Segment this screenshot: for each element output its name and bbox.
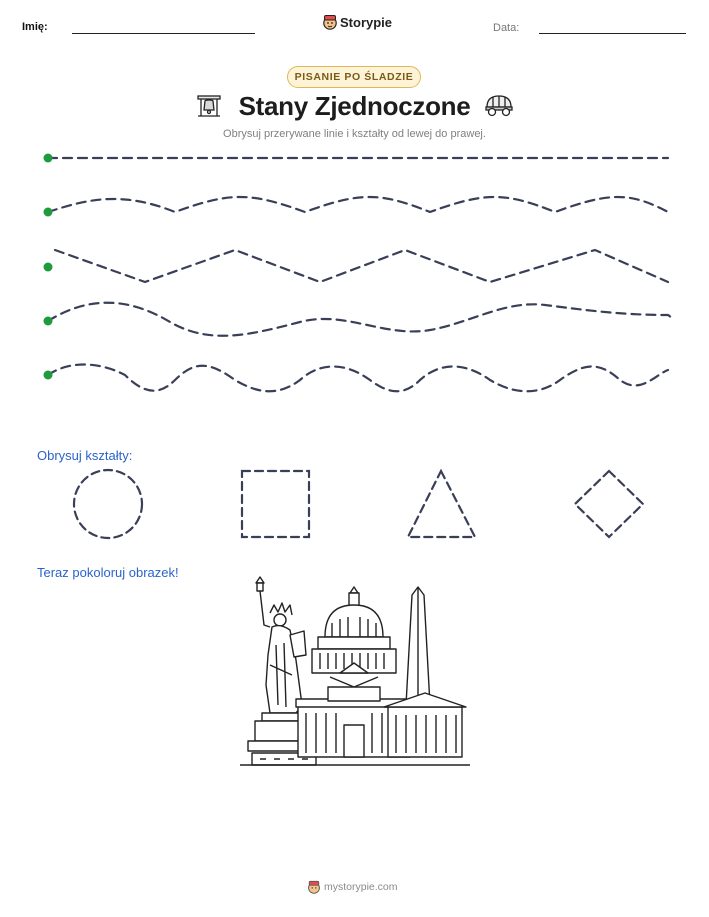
footer-site[interactable]: mystorypie.com bbox=[324, 881, 398, 893]
instructions: Obrysuj przerywane linie i kształty od lewej do prawej. bbox=[223, 128, 486, 140]
start-dot bbox=[44, 317, 53, 326]
usa-landmarks-coloring-picture[interactable] bbox=[240, 575, 470, 770]
name-field-line[interactable] bbox=[72, 33, 255, 34]
government-building bbox=[384, 693, 466, 757]
storypie-mascot-icon bbox=[322, 14, 338, 30]
dashed-circle[interactable] bbox=[74, 470, 142, 538]
tracing-line-bumpy-wave[interactable] bbox=[48, 364, 668, 391]
tracing-lines-area bbox=[0, 140, 709, 400]
shapes-area bbox=[0, 465, 709, 545]
date-label: Data: bbox=[493, 22, 520, 34]
brand-logo bbox=[322, 13, 402, 33]
covered-wagon-icon bbox=[484, 93, 514, 117]
dashed-triangle[interactable] bbox=[408, 471, 475, 537]
start-dot bbox=[44, 154, 53, 163]
page-title: Stany Zjednoczone bbox=[238, 91, 471, 121]
storypie-mascot-icon bbox=[307, 880, 321, 894]
tracing-line-gentle-wave[interactable] bbox=[48, 197, 668, 212]
start-dot bbox=[44, 263, 53, 272]
name-label: Imię: bbox=[22, 21, 48, 33]
date-field-line[interactable] bbox=[539, 33, 686, 34]
brand-name: Storypie bbox=[340, 15, 393, 30]
dashed-diamond[interactable] bbox=[575, 471, 643, 537]
coloring-section-label: Teraz pokoloruj obrazek! bbox=[37, 565, 179, 580]
washington-monument bbox=[406, 587, 430, 705]
tracing-line-zigzag[interactable] bbox=[55, 250, 668, 282]
activity-badge: PISANIE PO ŚLADZIE bbox=[287, 66, 421, 88]
dashed-square[interactable] bbox=[242, 471, 309, 537]
start-dot bbox=[44, 208, 53, 217]
start-dot bbox=[44, 371, 53, 380]
tracing-line-wave[interactable] bbox=[48, 303, 672, 336]
shapes-section-label: Obrysuj kształty: bbox=[37, 448, 133, 463]
footer bbox=[307, 880, 417, 896]
